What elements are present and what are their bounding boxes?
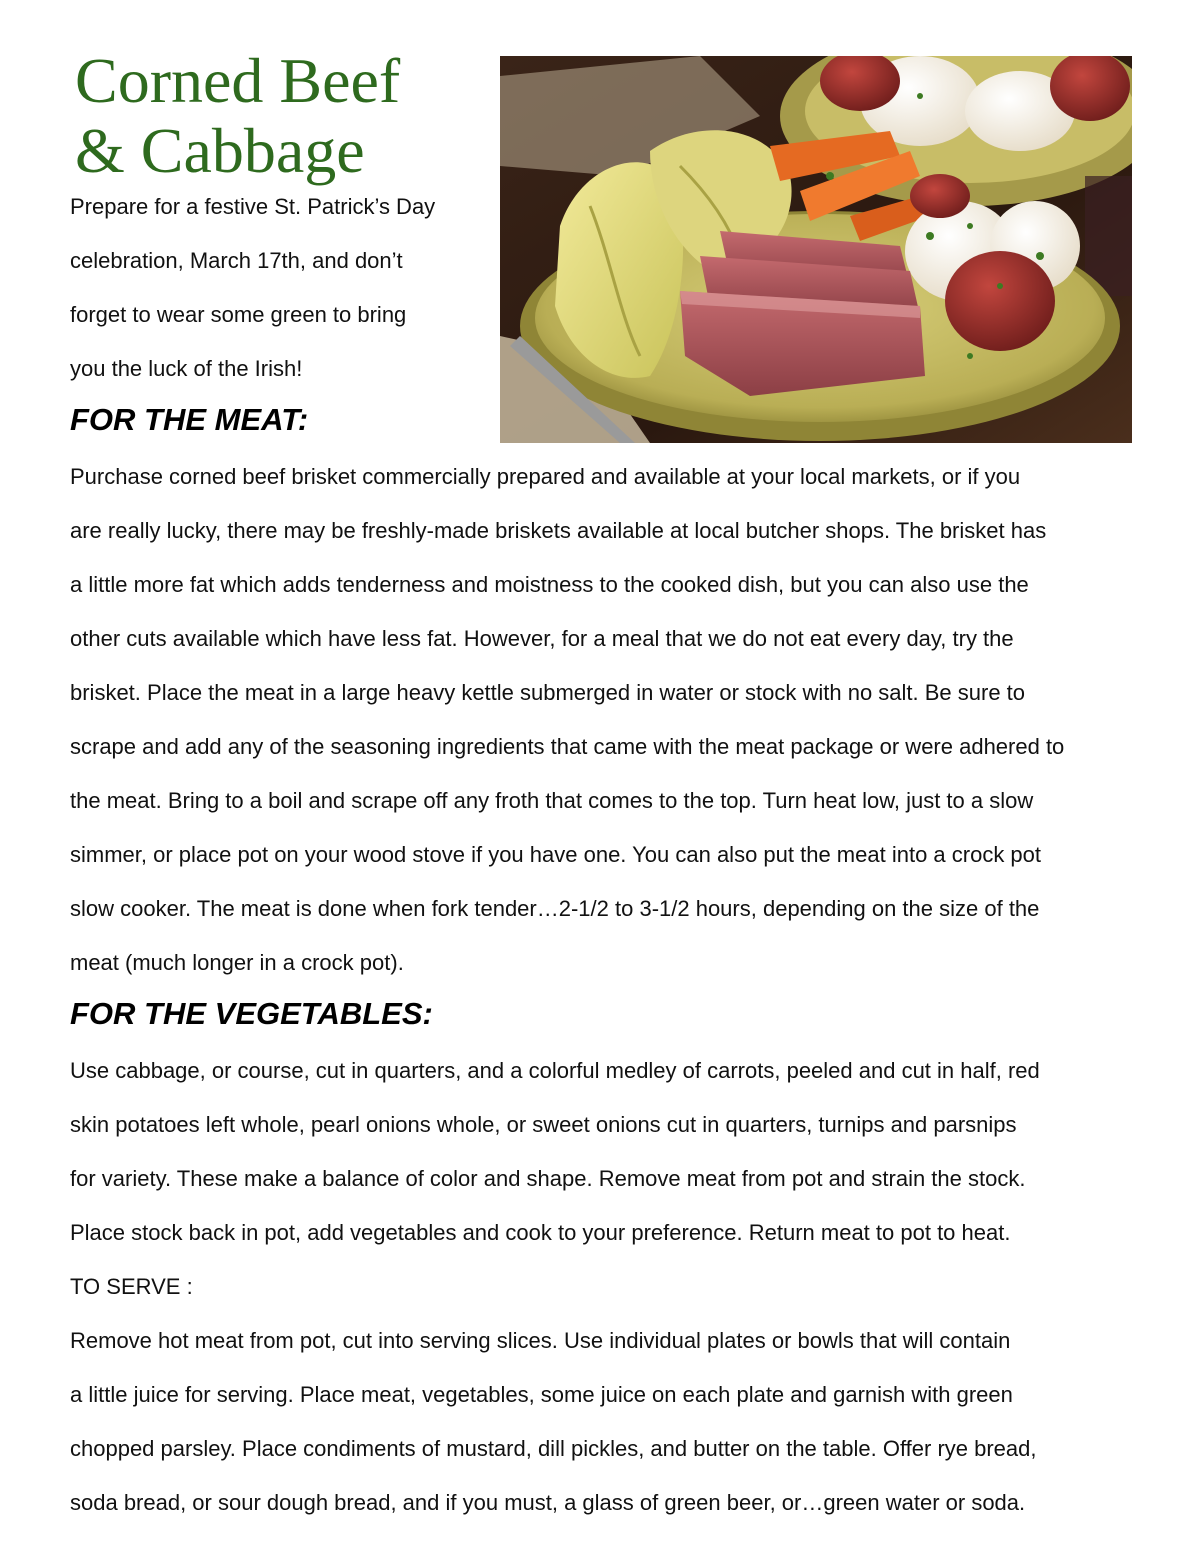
vegetables-line: Place stock back in pot, add vegetables and cook to your preference. Return meat to pot to heat.: [70, 1220, 1011, 1245]
vegetables-line: skin potatoes left whole, pearl onions whole, or sweet onions cut in quarters, turnips and parsnips: [70, 1112, 1017, 1137]
meat-heading: FOR THE MEAT:: [70, 402, 309, 437]
vegetables-line: Use cabbage, or course, cut in quarters, and a colorful medley of carrots, peeled and cut in half, red: [70, 1058, 1040, 1083]
vegetables-heading: FOR THE VEGETABLES:: [70, 996, 433, 1031]
intro-line: you the luck of the Irish!: [70, 356, 303, 381]
serve-heading: TO SERVE :: [70, 1274, 193, 1299]
intro-paragraph: [70, 180, 490, 396]
meat-line: a little more fat which adds tenderness and moistness to the cooked dish, but you can also use the: [70, 572, 1029, 597]
meat-line: scrape and add any of the seasoning ingredients that came with the meat package or were adhered to: [70, 734, 1065, 759]
meat-line: Purchase corned beef brisket commercially prepared and available at your local markets, or if you: [70, 464, 1021, 489]
meat-line: simmer, or place pot on your wood stove if you have one. You can also put the meat into a crock pot: [70, 842, 1042, 867]
serve-line: soda bread, or sour dough bread, and if you must, a glass of green beer, or…green water or soda.: [70, 1490, 1026, 1515]
meat-line: slow cooker. The meat is done when fork tender…2-1/2 to 3-1/2 hours, depending on the size of the: [70, 896, 1040, 921]
serve-line: Remove hot meat from pot, cut into serving slices. Use individual plates or bowls that will contain: [70, 1328, 1011, 1353]
vegetables-instructions: [70, 1044, 1150, 1530]
intro-line: Prepare for a festive St. Patrick’s Day: [70, 194, 436, 219]
intro-line: celebration, March 17th, and don’t: [70, 248, 403, 273]
meat-line: meat (much longer in a crock pot).: [70, 950, 404, 975]
meat-line: the meat. Bring to a boil and scrape off any froth that comes to the top. Turn heat low, just to a slow: [70, 788, 1034, 813]
serve-line: a little juice for serving. Place meat, vegetables, some juice on each plate and garnish with green: [70, 1382, 1013, 1407]
recipe-title: [75, 46, 400, 186]
meat-line: are really lucky, there may be freshly-made briskets available at local butcher shops. The brisket has: [70, 518, 1047, 543]
intro-line: forget to wear some green to bring: [70, 302, 407, 327]
title-line-1: Corned Beef: [75, 45, 401, 116]
meat-line: brisket. Place the meat in a large heavy kettle submerged in water or stock with no salt. Be sure to: [70, 680, 1026, 705]
corned-beef-plate-photo: [500, 56, 1132, 443]
vegetables-line: for variety. These make a balance of color and shape. Remove meat from pot and strain the stock.: [70, 1166, 1026, 1191]
title-line-2: & Cabbage: [75, 115, 365, 186]
meat-line: other cuts available which have less fat. However, for a meal that we do not eat every day, try the: [70, 626, 1014, 651]
meat-instructions: [70, 450, 1150, 990]
serve-line: chopped parsley. Place condiments of mustard, dill pickles, and butter on the table. Offer rye bread,: [70, 1436, 1037, 1461]
